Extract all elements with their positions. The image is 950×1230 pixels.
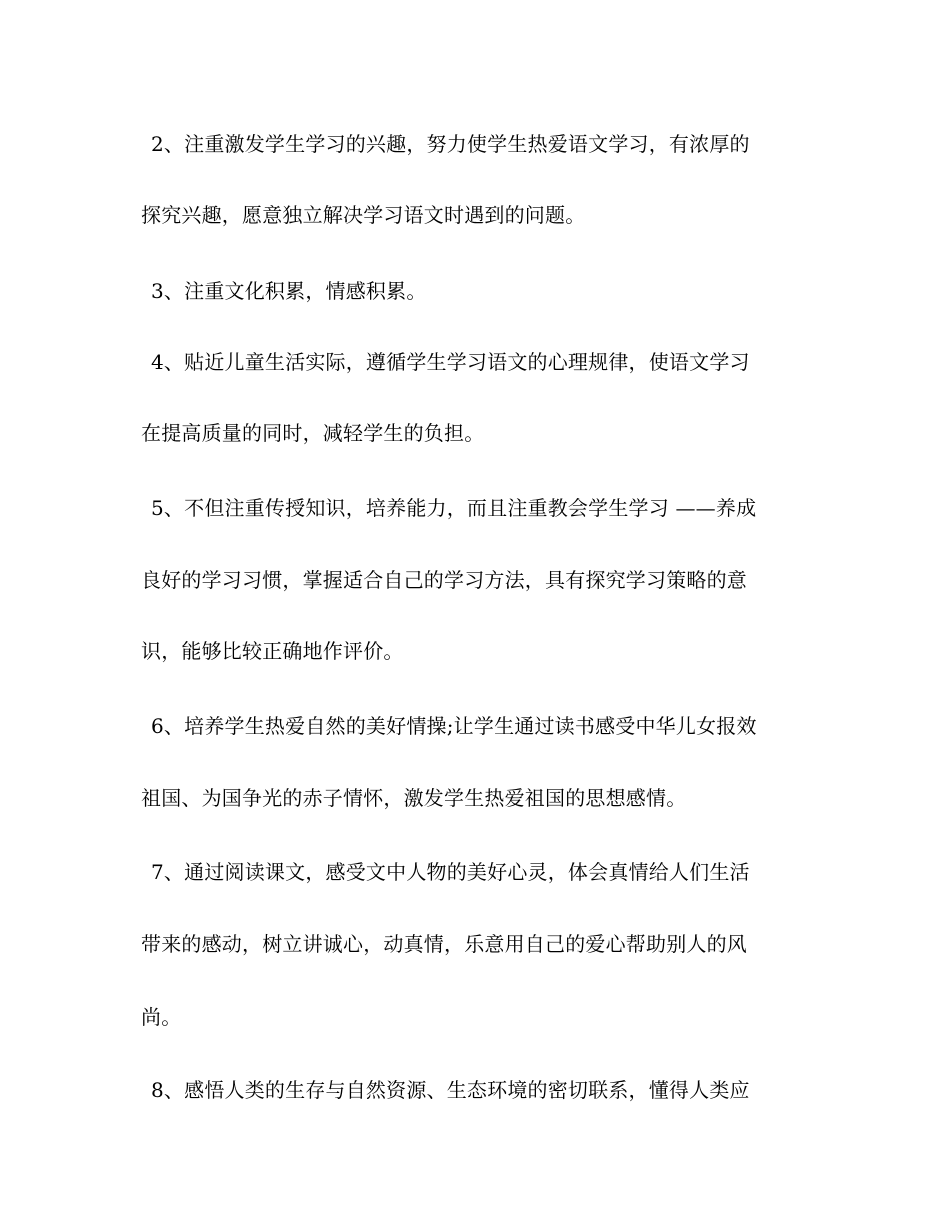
paragraph-7-line-3: 尚。 bbox=[141, 1005, 182, 1029]
paragraph-2-line-1: 2、注重激发学生学习的兴趣，努力使学生热爱语文学习，有浓厚的 bbox=[151, 132, 750, 156]
paragraph-4-line-1: 4、贴近儿童生活实际，遵循学生学习语文的心理规律，使语文学习 bbox=[151, 350, 750, 374]
paragraph-4-line-2: 在提高质量的同时，减轻学生的负担。 bbox=[141, 421, 485, 445]
paragraph-7-line-1: 7、通过阅读课文，感受文中人物的美好心灵，体会真情给人们生活 bbox=[151, 860, 750, 884]
paragraph-7-line-2: 带来的感动，树立讲诚心，动真情，乐意用自己的爱心帮助别人的风 bbox=[141, 932, 747, 956]
paragraph-5-line-2: 良好的学习习惯，掌握适合自己的学习方法，具有探究学习策略的意 bbox=[141, 568, 747, 592]
paragraph-5-line-3: 识，能够比较正确地作评价。 bbox=[141, 639, 404, 663]
paragraph-6-line-2: 祖国、为国争光的赤子情怀，激发学生热爱祖国的思想感情。 bbox=[141, 786, 687, 810]
paragraph-6-line-1: 6、培养学生热爱自然的美好情操;让学生通过读书感受中华儿女报效 bbox=[151, 714, 757, 738]
paragraph-3-line-1: 3、注重文化积累，情感积累。 bbox=[151, 279, 427, 303]
paragraph-2-line-2: 探究兴趣，愿意独立解决学习语文时遇到的问题。 bbox=[141, 203, 586, 227]
paragraph-5-line-1: 5、不但注重传授知识，培养能力，而且注重教会学生学习 ——养成 bbox=[151, 496, 757, 520]
paragraph-8-line-1: 8、感悟人类的生存与自然资源、生态环境的密切联系，懂得人类应 bbox=[151, 1078, 750, 1102]
